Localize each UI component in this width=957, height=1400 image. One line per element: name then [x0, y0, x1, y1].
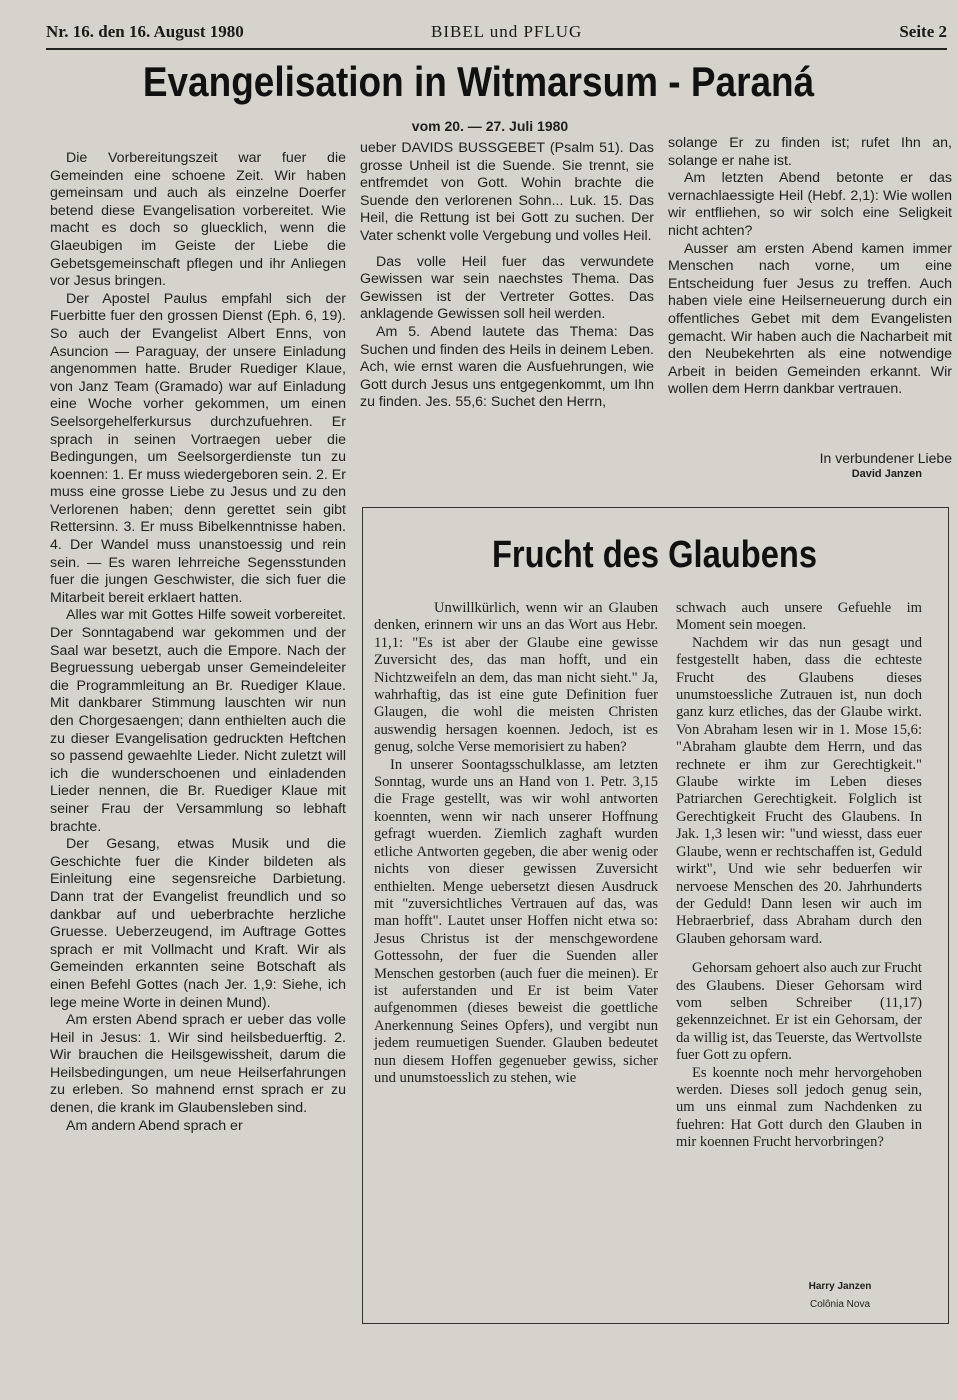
paragraph: Es koennte noch mehr hervorgehoben werden. Dieses soll jedoch genug sein, um uns einmal zum Nachdenken zu fuehren: Hat Gott durch den Glauben in mir koennen Frucht hervorbringen? [676, 1064, 922, 1151]
boxed-article-title: Frucht des Glaubens [491, 534, 818, 576]
paragraph: Nachdem wir das nun gesagt und festgestellt haben, dass die echteste Frucht des Glaubens dieses unumstoessliche Zutrauen ist, nun doch ganz kurz etliches, das der Glaube wirkt. Von Abraham lesen wir in 1. Mose 15,6: "Abraham glaubte dem Herrn, und das rechnete er ihm zur Gerechtigkeit." Glaube wirkte im Leben dieses Patriarchen Gerechtigkeit. Folglich ist Gerechtigkeit Frucht des Glaubens. In Jak. 1,3 lesen wir: "und wiesst, dass euer Glaube, wenn er rechtschaffen ist, Geduld wirkt", Und wie sehr beduerfen wir nervoese Menschen des 20. Jahrhunderts der Geduld! Dann lesen wir auch im Hebraerbrief, dass Abraham durch den Glauben gehorsam ward. [676, 634, 922, 947]
paragraph: Am letzten Abend betonte er das vernachlaessigte Heil (Hebf. 2,1): Wie wollen wir entfliehen, so wir solch eine Seligkeit nicht achten? [668, 170, 952, 239]
article2-column-1 [374, 600, 658, 1320]
article1-signature [700, 450, 952, 480]
paragraph: solange Er zu finden ist; rufet Ihn an, solange er nahe ist. [668, 135, 952, 169]
article-subtitle: vom 20. — 27. Juli 1980 [411, 118, 569, 134]
paragraph: In unserer Soontagsschulklasse, am letzten Sonntag, wurde uns an Hand von 1. Petr. 3,15 die Frage gestellt, was wir wohl antworten koennten, wenn wir nach unserer Hoffnung gefragt wuerden. Ziemlich zaghaft wurden etliche Antworten gegeben, die aber wenig oder nichts von dieser gewissen Zuversicht enthielten. Menge uebersetzt diesen Ausdruck mit "zuversichtliches Vertrauen auf das, was man hofft". Lautet unser Hoffen nicht etwa so: Jesus Christus ist der menschgewordene Gottessohn, der fuer die Suenden aller Menschen gestorben (auch fuer die meinen). Er ist auferstanden und Er ist beim Vater aufgenommen (dieses beweist die goettliche Anerkennung Seines Opfers), und vergibt nun jedem reumuetigen Suender. Glauben bedeutet nun diesem Hoffen gegenueber gewiss, sicher und unumstoesslich zu stehen, wie [374, 756, 658, 1086]
paragraph: Am andern Abend sprach er [66, 1117, 243, 1134]
paragraph: Das volle Heil fuer das verwundete Gewissen war sein naechstes Thema. Das Gewissen ist der Vertreter Gottes. Das anklagende Gewissen soll heil werden. [360, 253, 654, 323]
article-title: Evangelisation in Witmarsum - Paraná [142, 58, 815, 105]
newspaper-name: BIBEL und PFLUG [431, 22, 583, 41]
paragraph: Alles war mit Gottes Hilfe soweit vorbereitet. Der Sonntagabend war gekommen und der Saal war besetzt, auch die Empore. Nach der Begruessung uebergab unser Gemeindeleiter die Programmleitung an Br. Ruediger Klaue. Mit dankbarer Stimmung lauschten wir nun den Chorgesaengen; dann enthielten auch die zu dieser Evangelisation gedruckten Heftchen so passend gewaehlte Lieder. Nicht zuletzt will ich die wunderschoenen und einladenden Lieder nennen, die Br. Ruediger Klaue mit seiner Frau der Versammlung so lebhaft brachte. [50, 607, 346, 835]
closing-line: In verbundener Liebe [819, 450, 952, 466]
paragraph: schwach auch unsere Gefuehle im Moment sein moegen. [676, 600, 922, 634]
author-name: Harry Janzen [808, 1281, 872, 1292]
paragraph: Der Apostel Paulus empfahl sich der Fuerbitte fuer den grossen Dienst (Eph. 6, 19). So auch der Evangelist Albert Enns, von Asuncion — Paraguay, der unsere Einladung angenommen hatte. Bruder Ruediger Klaue, von Janz Team (Gramado) war auf Einladung eine Woche vorher gekommen, um einen Seelsorgehelferkursus durchzufuehren. Er sprach in seinen Vortraegen ueber die Bedingungen, um Seelsorgerdienste tun zu koennen: 1. Er muss wiedergeboren sein. 2. Er muss eine grosse Liebe zu Jesus und zu den Verlorenen haben; denn gerettet sein gibt Rettersinn. 3. Er muss Bibelkenntnisse haben. 4. Der Wandel muss unanstoessig und rein sein. — Es waren lehrreiche Segensstunden fuer die jungen Geschwister, die sich fuer die Mitarbeit bereit erklaert hatten. [50, 290, 346, 606]
article1-column-1 [50, 150, 346, 1350]
paragraph: Am 5. Abend lautete das Thema: Das Suchen und finden des Heils in deinem Leben. Ach, wie ernst waren die Ausfuehrungen, wie Gott durch Jesus uns entgegenkommt, um Ihn zu finden. Jes. 55,6: Suchet den Herrn, [360, 323, 654, 411]
article1-column-2 [360, 140, 654, 490]
article1-column-3 [668, 135, 952, 485]
article2-signature [780, 1278, 900, 1314]
issue-date: Nr. 16. den 16. August 1980 [46, 22, 244, 41]
paragraph: Gehorsam gehoert also auch zur Frucht des Glaubens. Dieser Gehorsam wird vom selben Schreiber (11,17) gekennzeichnet. Er ist ein Gehorsam, der da willig ist, das Teuerste, das Wertvollste fuer Gott zu opfern. [676, 960, 922, 1064]
article2-column-2 [676, 600, 922, 1200]
paragraph: Ausser am ersten Abend kamen immer Menschen nach vorne, um eine Entscheidung fuer Jesus zu treffen. Auch haben viele eine Heilserneuerung durch ein offentliches Gebet mit dem Evangelisten gemacht. Wir haben auch die Nacharbeit mit den Neubekehrten als eine notwendige Arbeit in beiden Gemeinden erkannt. Wir wollen dem Herrn dankbar vertrauen. [668, 240, 952, 398]
page-header [46, 20, 947, 50]
author-name: David Janzen [851, 468, 922, 480]
paragraph: Die Vorbereitungszeit war fuer die Gemeinden eine schoene Zeit. Wir haben gemeinsam und auch als einzelne Doerfer betend diese Evangelisation vorbereitet. Wie macht es doch so gluecklich, wenn die Glaeubigen im Geiste der Liebe die Gebetsgemeinschaft pflegen und ihr Anliegen vor Jesus bringen. [50, 150, 346, 290]
page-number: Seite 2 [899, 22, 947, 41]
paragraph: Am ersten Abend sprach er ueber das volle Heil in Jesus: 1. Wir sind heilsbeduerftig. 2. Wir brauchen die Heilsgewissheit, darum die Heilsbedingungen, um neue Heilserfahrungen zu erleben. So mahnend ernst sprach er zu denen, die krank im Glaubensleben sind. [50, 1012, 346, 1117]
author-place: Colônia Nova [809, 1299, 871, 1310]
paragraph: Der Gesang, etwas Musik und die Geschichte fuer die Kinder bildeten als Einleitung eine segensreiche Darbietung. Dann trat der Evangelist freundlich und so dankbar auf und ueberbrachte herzliche Gruesse. Ueberzeugend, im Auftrage Gottes sprach er mit Vollmacht und Kraft. Wir als Gemeinden erkannten seine Botschaft als einen Befehl Gottes (nach Jer. 1,9: Siehe, ich lege meine Worte in deinen Mund). [50, 836, 346, 1011]
paragraph: ueber DAVIDS BUSSGEBET (Psalm 51). Das grosse Unheil ist die Suende. Sie trennt, sie entfremdet von Gott. Wohin brachte die Suende den verlorenen Sohn... Luk. 15. Das Heil, die Rettung ist bei Gott zu suchen. Der Vater schenkt volle Vergebung und volles Heil. [360, 140, 654, 244]
paragraph: Unwillkürlich, wenn wir an Glauben denken, erinnern wir uns an das Wort aus Hebr. 11,1: "Es ist aber der Glaube eine gewisse Zuversicht des, das man hofft, und ein Nichtzweifeln an dem, das man nicht sieht." Ja, wahrhaftig, das ist eine gute Definition fuer Glaugen, die wohl die meisten Christen auswendig hersagen koennen. Jedoch, ist es genug, solche Verse memorisiert zu haben? [374, 600, 658, 756]
